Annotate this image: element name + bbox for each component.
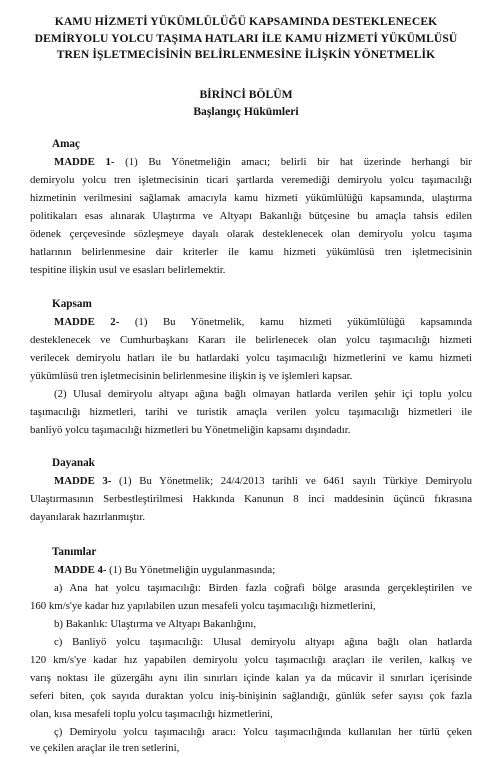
paragraph-line: MADDE 1- (1) Bu Yönetmeliğin amacı; belirli bir hat üzerinde herhangi bir: [54, 156, 472, 168]
title-line: TREN İŞLETMECİSİNİN BELİRLENMESİNE İLİŞKİN YÖNETMELİK: [56, 48, 436, 61]
paragraph-line: (2) Ulusal demiryolu altyapı ağına bağlı olmayan hatlarda verilen şehir içi toplu yolcu: [54, 388, 472, 400]
paragraph-line: ç) Demiryolu yolcu taşımacılığı aracı: Yolcu taşımacılığında kullanılan her türlü çeken: [54, 726, 472, 738]
paragraph-line: hizmetinin verilmesini sağlamak amacıyla kamu hizmeti yükümlülüğü kapsamında, ulaştırma: [30, 192, 472, 204]
paragraph-line: desteklenecek ve Cumhurbaşkanı Kararı ile belirlenecek olan yolcu taşımacılığı hizmeti: [30, 334, 472, 346]
paragraph-line: politikaları esas alınarak Ulaştırma ve Altyapı Bakanlığı bütçesine bu amaçla tahsis edilen: [30, 210, 472, 222]
section-heading: Tanımlar: [52, 546, 97, 558]
paragraph-line: ödenek çerçevesinde sözleşmeye dayalı olarak desteklenecek olan demiryolu yolcu taşıma: [30, 228, 472, 240]
paragraph-line: 160 km/s'ye kadar hız yapılabilen uzun mesafeli yolcu taşımacılığı hizmetlerini,: [30, 600, 376, 612]
chapter-number: BİRİNCİ BÖLÜM: [199, 88, 293, 101]
paragraph-line: Ulaştırmasının Serbestleştirilmesi Hakkında Kanunun 8 inci maddesinin üçüncü fıkrasına: [30, 493, 472, 505]
article-label: MADDE 1-: [54, 156, 115, 168]
paragraph-line: c) Banliyö yolcu taşımacılığı: Ulusal demiryolu altyapı ağına bağlı olan hatlarda: [54, 636, 472, 648]
article-label: MADDE 2-: [54, 316, 120, 328]
paragraph-line: ve çekilen araçlar ile tren setlerini,: [30, 742, 180, 754]
paragraph-line: 120 km/s'ye kadar hız yapabilen demiryolu yolcu taşımacılığı araçları ile verilen, kalkış ve: [30, 654, 472, 666]
paragraph-line: dayanılarak hazırlanmıştır.: [30, 511, 146, 523]
paragraph-line: MADDE 3- (1) Bu Yönetmelik; 24/4/2013 tarihli ve 6461 sayılı Türkiye Demiryolu: [54, 475, 473, 487]
section-heading: Kapsam: [52, 298, 92, 310]
paragraph-line: demiryolu yolcu tren işletmecisinin ticari şartlarda veremediği demiryolu yolcu taşımacılığı: [30, 174, 472, 186]
article-label: MADDE 4-: [54, 564, 107, 576]
chapter-name: Başlangıç Hükümleri: [193, 105, 299, 118]
paragraph-line: olan, kısa mesafeli toplu yolcu taşımacılığı hizmetlerini,: [30, 708, 273, 720]
paragraph-line: a) Ana hat yolcu taşımacılığı: Birden fazla coğrafi bölge arasında gerçekleştirilen ve: [54, 582, 472, 594]
paragraph-line: hatlarının belirlenmesine dair kriterler ile kamu hizmeti yükümlüsü tren işletmecisinin: [30, 246, 472, 258]
article-label: MADDE 3-: [54, 475, 112, 487]
paragraph-line: MADDE 2- (1) Bu Yönetmelik, kamu hizmeti yükümlülüğü kapsamında: [54, 316, 472, 328]
paragraph-line: banliyö yolcu taşımacılığı hizmetleri bu Yönetmeliğin kapsamı dışındadır.: [30, 424, 351, 436]
paragraph-line: b) Bakanlık: Ulaştırma ve Altyapı Bakanlığını,: [54, 618, 257, 630]
section-heading: Amaç: [52, 138, 80, 150]
title-line: DEMİRYOLU YOLCU TAŞIMA HATLARI İLE KAMU HİZMETİ YÜKÜMLÜSÜ: [34, 31, 458, 45]
paragraph-line: taşımacılığı hizmetleri, tarihi ve turistik amaçla verilen yolcu taşımacılığı hizmetleri ile: [30, 406, 472, 418]
paragraph-line: tespitine ilişkin usul ve esasları belirlemektir.: [30, 264, 226, 276]
paragraph-line: varış noktası ile güzergâhı aynı ilin sınırları içinde kalan ya da mücavir il sınırları içerisinde: [30, 672, 472, 684]
title-line: KAMU HİZMETİ YÜKÜMLÜLÜĞÜ KAPSAMINDA DESTEKLENECEK: [54, 15, 438, 28]
paragraph-line: seferi biten, çok sayıda duraktan yolcu iniş-binişinin sağlandığı, günlük sefer sayısı çok fazla: [30, 690, 472, 702]
paragraph-line: verilecek demiryolu hatları ile bu hatlardaki yolcu taşımacılığı hizmetlerini ve kamu hizmeti: [30, 352, 472, 364]
regulation-title: [20, 14, 472, 64]
paragraph-line: yükümlüsü tren işletmecisinin belirlenmesine ilişkin iş ve işlemleri kapsar.: [30, 370, 353, 382]
section-heading: Dayanak: [52, 457, 95, 469]
paragraph-line: MADDE 4- (1) Bu Yönetmeliğin uygulanmasında;: [54, 564, 276, 576]
